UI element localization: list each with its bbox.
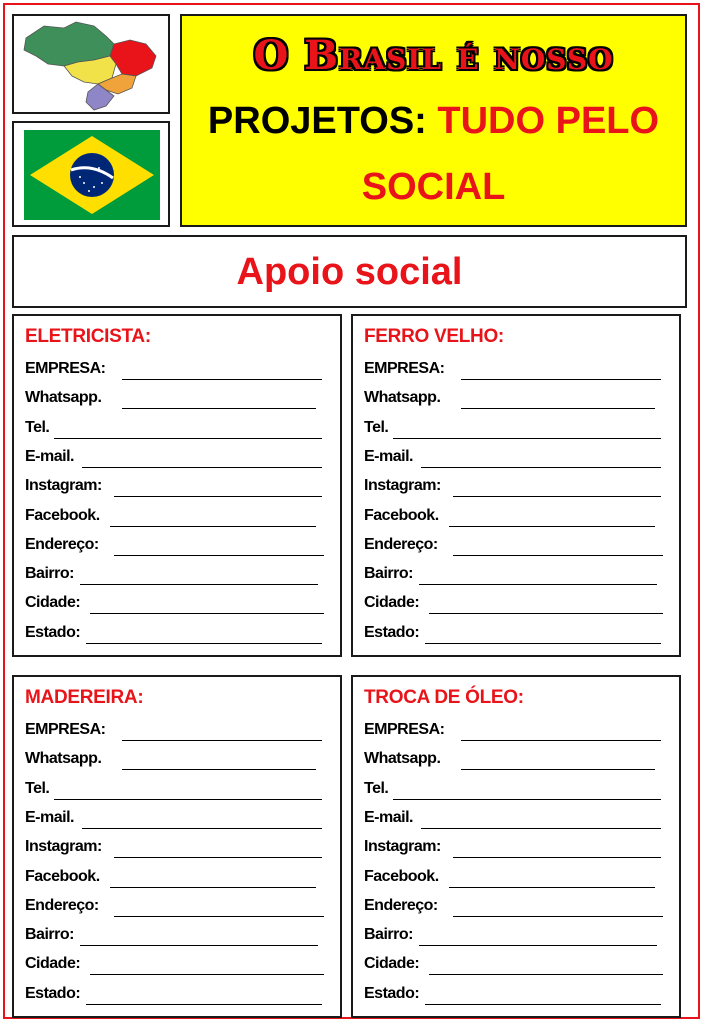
field-label: EMPRESA: [25, 721, 106, 738]
field-label: EMPRESA: [364, 360, 445, 377]
fill-in-line[interactable] [393, 799, 661, 800]
fill-in-line[interactable] [122, 379, 322, 380]
field-label: EMPRESA: [364, 721, 445, 738]
field-label: Bairro: [364, 565, 413, 583]
fill-in-line[interactable] [453, 496, 661, 497]
field-label: Instagram: [25, 477, 102, 495]
fill-in-line[interactable] [419, 945, 657, 946]
subtitle-highlight: TUDO PELO [437, 100, 660, 142]
fill-in-line[interactable] [453, 916, 663, 917]
field-label: Bairro: [25, 926, 74, 944]
fill-in-line[interactable] [419, 584, 657, 585]
fill-in-line[interactable] [90, 974, 324, 975]
fill-in-line[interactable] [425, 1004, 661, 1005]
card-title: TROCA DE ÓLEO: [364, 687, 524, 708]
field-label: Cidade: [364, 594, 420, 612]
field-label: Estado: [364, 984, 420, 1002]
field-label: Endereço: [364, 896, 438, 914]
fill-in-line[interactable] [114, 857, 322, 858]
field-label: E-mail. [364, 808, 413, 826]
fill-in-line[interactable] [393, 438, 661, 439]
card-madereira [12, 675, 342, 1018]
fill-in-line[interactable] [453, 857, 661, 858]
field-label: Tel. [25, 418, 50, 436]
fill-in-line[interactable] [86, 643, 322, 644]
field-label: E-mail. [364, 447, 413, 465]
section-banner [12, 235, 687, 308]
field-label: Tel. [364, 779, 389, 797]
card-title: FERRO VELHO: [364, 326, 504, 347]
fill-in-line[interactable] [54, 438, 322, 439]
card-title: MADEREIRA: [25, 687, 144, 708]
brazil-map-icon [14, 16, 168, 112]
fill-in-line[interactable] [421, 467, 661, 468]
field-label: Endereço: [364, 535, 438, 553]
subtitle-line-3: SOCIAL [361, 166, 506, 208]
page-title: O Brasil é nosso [253, 32, 614, 79]
fill-in-line[interactable] [429, 974, 663, 975]
card-eletricista [12, 314, 342, 657]
field-label: Estado: [364, 623, 420, 641]
card-troca-de-oleo [351, 675, 681, 1018]
fill-in-line[interactable] [110, 887, 316, 888]
brazil-flag-icon [14, 123, 168, 225]
fill-in-line[interactable] [54, 799, 322, 800]
fill-in-line[interactable] [90, 613, 324, 614]
card-title: ELETRICISTA: [25, 326, 151, 347]
field-label: Cidade: [364, 955, 420, 973]
fill-in-line[interactable] [114, 916, 324, 917]
fill-in-line[interactable] [421, 828, 661, 829]
field-label: Whatsapp. [25, 750, 102, 768]
fill-in-line[interactable] [461, 769, 655, 770]
field-label: EMPRESA: [25, 360, 106, 377]
field-label: Estado: [25, 623, 81, 641]
fill-in-line[interactable] [461, 408, 655, 409]
map-panel [12, 14, 170, 114]
fill-in-line[interactable] [461, 740, 661, 741]
field-label: Instagram: [364, 838, 441, 856]
fill-in-line[interactable] [453, 555, 663, 556]
fill-in-line[interactable] [461, 379, 661, 380]
field-label: Whatsapp. [364, 389, 441, 407]
field-label: E-mail. [25, 447, 74, 465]
fill-in-line[interactable] [80, 584, 318, 585]
fill-in-line[interactable] [449, 526, 655, 527]
title-panel [180, 14, 687, 227]
field-label: Facebook. [25, 867, 100, 885]
field-label: Cidade: [25, 955, 81, 973]
fill-in-line[interactable] [122, 408, 316, 409]
field-label: Bairro: [364, 926, 413, 944]
field-label: Facebook. [364, 506, 439, 524]
banner-heading: Apoio social [236, 251, 463, 293]
fill-in-line[interactable] [429, 613, 663, 614]
subtitle-prefix: PROJETOS: [207, 100, 427, 142]
field-label: Facebook. [25, 506, 100, 524]
field-label: Estado: [25, 984, 81, 1002]
fill-in-line[interactable] [82, 467, 322, 468]
fill-in-line[interactable] [122, 769, 316, 770]
fill-in-line[interactable] [425, 643, 661, 644]
fill-in-line[interactable] [82, 828, 322, 829]
field-label: Endereço: [25, 535, 99, 553]
fill-in-line[interactable] [114, 496, 322, 497]
field-label: Whatsapp. [25, 389, 102, 407]
field-label: Cidade: [25, 594, 81, 612]
card-ferro-velho [351, 314, 681, 657]
field-label: Facebook. [364, 867, 439, 885]
fill-in-line[interactable] [122, 740, 322, 741]
field-label: Tel. [364, 418, 389, 436]
field-label: Whatsapp. [364, 750, 441, 768]
field-label: Tel. [25, 779, 50, 797]
fill-in-line[interactable] [110, 526, 316, 527]
field-label: Instagram: [364, 477, 441, 495]
fill-in-line[interactable] [86, 1004, 322, 1005]
field-label: Instagram: [25, 838, 102, 856]
fill-in-line[interactable] [449, 887, 655, 888]
field-label: E-mail. [25, 808, 74, 826]
flag-panel [12, 121, 170, 227]
fill-in-line[interactable] [80, 945, 318, 946]
field-label: Bairro: [25, 565, 74, 583]
field-label: Endereço: [25, 896, 99, 914]
subtitle-line [182, 100, 685, 143]
fill-in-line[interactable] [114, 555, 324, 556]
